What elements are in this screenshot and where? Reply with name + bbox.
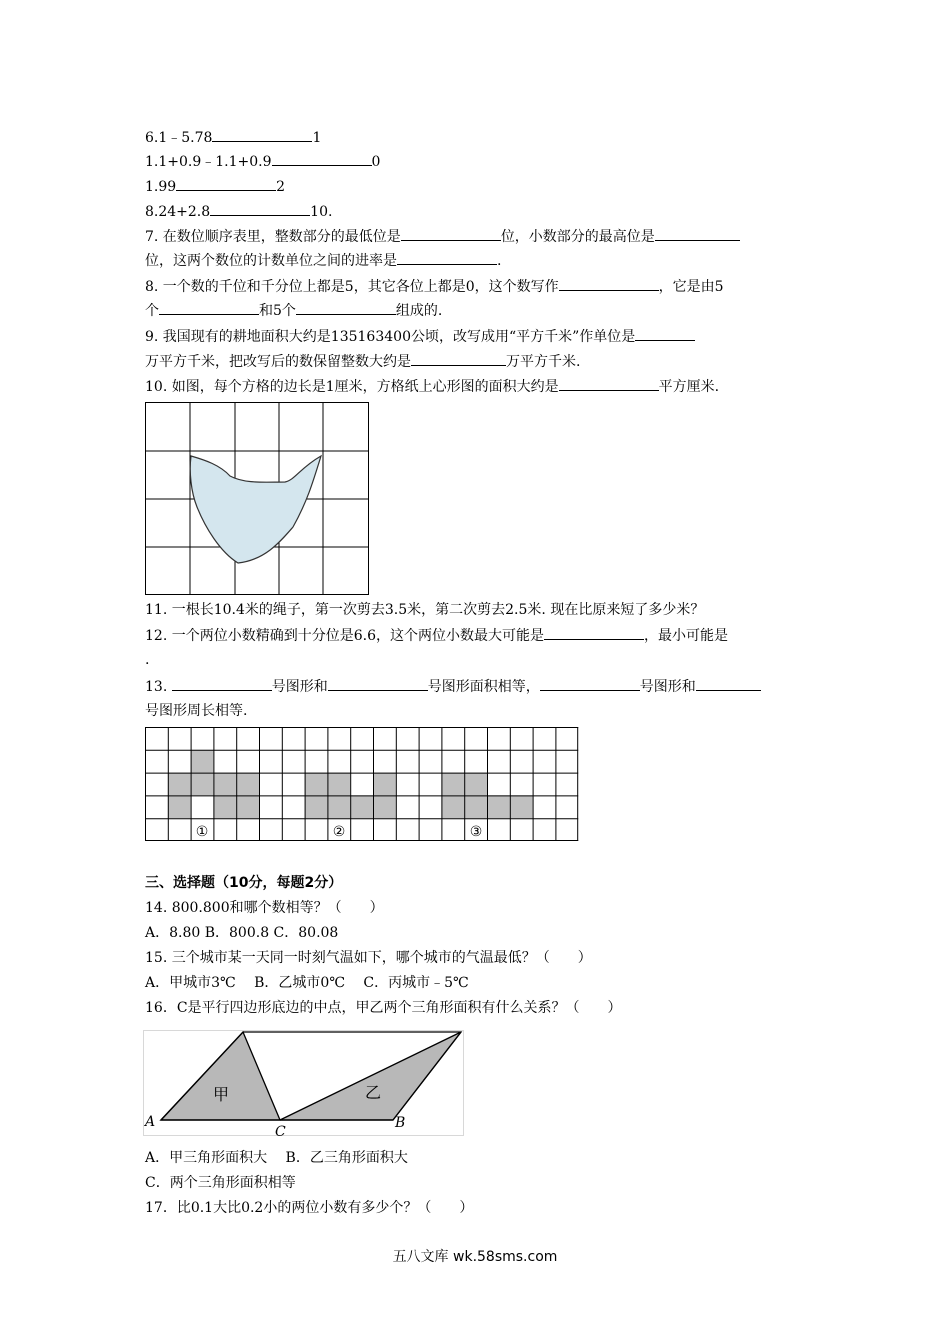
answer-blank[interactable] xyxy=(696,676,761,691)
expr: 1 xyxy=(312,130,322,146)
answer-blank[interactable] xyxy=(172,676,272,691)
answer-blank[interactable] xyxy=(159,300,259,315)
expr: 8.24+2.8 xyxy=(145,204,211,220)
question-8-cont xyxy=(145,300,442,321)
q-text: 号图形周长相等. xyxy=(145,703,248,719)
question-15-options xyxy=(145,973,469,993)
q-text: 17．比0.1大比0.2小的两位小数有多少个？（ ） xyxy=(145,1200,474,1216)
answer-blank[interactable] xyxy=(210,201,310,216)
line-4 xyxy=(145,201,332,222)
label-jia: 甲 xyxy=(213,1085,230,1104)
label-A: A xyxy=(145,1114,156,1130)
expr: 1.1+0.9﹣1.1+0.9 xyxy=(145,154,272,170)
q-text: 7. 在数位顺序表里，整数部分的最低位是 xyxy=(145,229,401,245)
line-1 xyxy=(145,127,321,148)
question-13 xyxy=(145,676,761,697)
q-text: 8. 一个数的千位和千分位上都是5，其它各位上都是0，这个数写作 xyxy=(145,279,559,295)
question-8 xyxy=(145,276,724,297)
expr: 10. xyxy=(310,204,333,220)
expr: 0 xyxy=(371,154,381,170)
question-9 xyxy=(145,326,695,347)
q-text: 11. 一根长10.4米的绳子，第一次剪去3.5米，第二次剪去2.5米. 现在比原来短了多少米？ xyxy=(145,602,705,618)
heart-grid-figure xyxy=(145,402,370,596)
question-15 xyxy=(145,948,592,968)
answer-blank[interactable] xyxy=(272,151,372,166)
q-text: 和5个 xyxy=(259,303,296,319)
question-14-options xyxy=(145,923,338,943)
q-text: 位，小数部分的最高位是 xyxy=(500,229,655,245)
q-text: 号图形和 xyxy=(639,679,696,695)
answer-blank[interactable] xyxy=(411,351,506,366)
q-text: 16．C是平行四边形底边的中点，甲乙两个三角形面积有什么关系？（ ） xyxy=(145,1000,622,1016)
answer-blank[interactable] xyxy=(540,676,640,691)
answer-blank[interactable] xyxy=(635,326,695,341)
section-3-heading xyxy=(145,873,342,893)
question-12-cont xyxy=(145,650,149,670)
expr: 1.99 xyxy=(145,179,177,195)
shape-labels xyxy=(196,824,483,840)
answer-blank[interactable] xyxy=(655,226,740,241)
answer-blank[interactable] xyxy=(559,276,659,291)
question-11 xyxy=(145,600,704,620)
label-yi: 乙 xyxy=(365,1083,382,1102)
parallelogram-figure xyxy=(143,1030,465,1138)
q-text: . xyxy=(497,253,502,269)
options-text: A．甲三角形面积大 B．乙三角形面积大 xyxy=(145,1150,408,1166)
q-text: 14. 800.800和哪个数相等？（ ） xyxy=(145,900,384,916)
answer-blank[interactable] xyxy=(176,176,276,191)
line-3 xyxy=(145,176,285,197)
q-text: 万平方千米. xyxy=(506,354,581,370)
expr: 6.1﹣5.78 xyxy=(145,130,213,146)
q-text: 号图形和 xyxy=(271,679,328,695)
footer-watermark: 五八文库 wk.58sms.com xyxy=(392,1249,558,1265)
answer-blank[interactable] xyxy=(397,250,497,265)
question-9-cont xyxy=(145,351,580,372)
q-text: 位，这两个数位的计数单位之间的进率是 xyxy=(145,253,397,269)
question-7-cont xyxy=(145,250,501,271)
options-text: C．两个三角形面积相等 xyxy=(145,1175,296,1191)
q-text: 10. 如图，每个方格的边长是1厘米，方格纸上心形图的面积大约是 xyxy=(145,379,559,395)
line-2 xyxy=(145,151,380,172)
shapes-grid-figure xyxy=(145,727,579,844)
q-text: ，它是由5 xyxy=(658,279,724,295)
label-C: C xyxy=(275,1124,286,1138)
q-text: 万平方千米，把改写后的数保留整数大约是 xyxy=(145,354,411,370)
expr: 2 xyxy=(276,179,286,195)
question-7 xyxy=(145,226,740,247)
shape-label-2: ② xyxy=(332,824,346,840)
question-14 xyxy=(145,898,384,918)
shape-label-3: ③ xyxy=(469,824,483,840)
question-16-options-ab xyxy=(145,1148,408,1168)
label-B: B xyxy=(395,1115,406,1131)
question-12 xyxy=(145,625,728,646)
q-text: ，最小可能是 xyxy=(643,628,728,644)
answer-blank[interactable] xyxy=(559,376,659,391)
question-13-cont xyxy=(145,701,247,721)
question-16-option-c xyxy=(145,1173,296,1193)
answer-blank[interactable] xyxy=(328,676,428,691)
options-text: A．8.80 B．800.8 C．80.08 xyxy=(145,925,339,941)
q-text: . xyxy=(145,652,150,668)
q-text: 15. 三个城市某一天同一时刻气温如下，哪个城市的气温最低？（ ） xyxy=(145,950,592,966)
answer-blank[interactable] xyxy=(296,300,396,315)
q-text: 组成的. xyxy=(395,303,443,319)
q-text: 9. 我国现有的耕地面积大约是135163400公顷，改写成用“平方千米”作单位是 xyxy=(145,329,636,345)
options-text: A．甲城市3℃ B．乙城市0℃ C．丙城市﹣5℃ xyxy=(145,975,469,991)
q-text: 12. 一个两位小数精确到十分位是6.6，这个两位小数最大可能是 xyxy=(145,628,544,644)
q-text: 平方厘米. xyxy=(658,379,720,395)
question-10 xyxy=(145,376,719,397)
heading-text: 三、选择题（10分，每题2分） xyxy=(145,875,343,891)
answer-blank[interactable] xyxy=(212,127,312,142)
answer-blank[interactable] xyxy=(544,625,644,640)
q-text: 个 xyxy=(145,303,159,319)
answer-blank[interactable] xyxy=(401,226,501,241)
q-text: 13. xyxy=(145,679,168,695)
question-17 xyxy=(145,1198,473,1218)
question-16 xyxy=(145,998,622,1018)
q-text: 号图形面积相等， xyxy=(427,679,540,695)
shape-label-1: ① xyxy=(195,824,209,840)
